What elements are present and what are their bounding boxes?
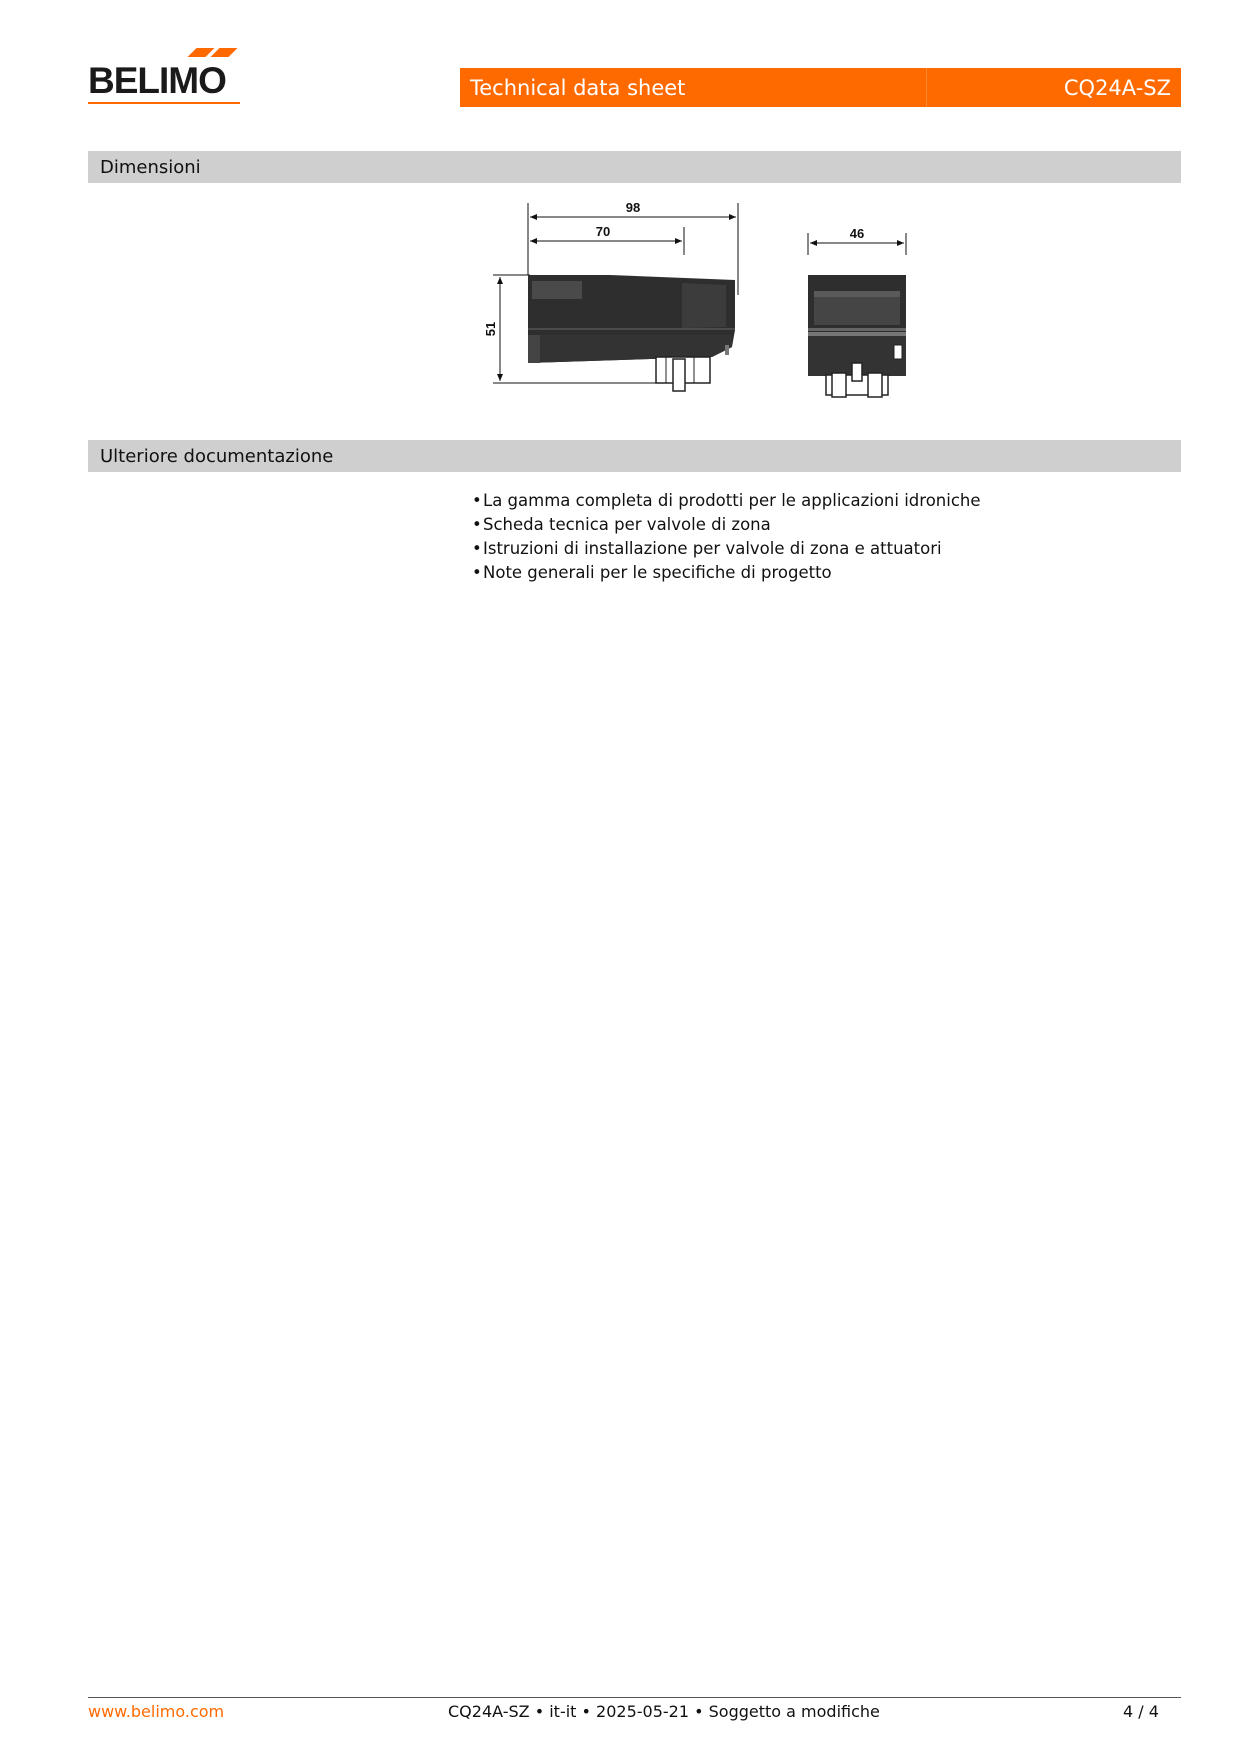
website-link[interactable]: www.belimo.com bbox=[88, 1702, 225, 1721]
actuator-side-view bbox=[528, 275, 735, 391]
logo-text: BELIMO bbox=[88, 60, 226, 101]
dim-overall-length: 98 bbox=[625, 200, 641, 215]
document-type-title: Technical data sheet bbox=[470, 75, 686, 100]
section-title: Ulteriore documentazione bbox=[100, 445, 334, 467]
footer-document-info: CQ24A-SZ • it-it • 2025-05-21 • Soggetto a modifiche bbox=[448, 1702, 880, 1721]
section-header-dimensions bbox=[88, 151, 1181, 183]
actuator-front-view bbox=[808, 275, 906, 397]
section-header-documentation bbox=[88, 440, 1181, 472]
list-item: •Scheda tecnica per valvole di zona bbox=[472, 515, 771, 534]
dim-width: 46 bbox=[849, 226, 865, 241]
dim-partial-length: 70 bbox=[595, 224, 611, 239]
product-code: CQ24A-SZ bbox=[1063, 75, 1171, 100]
list-item: •Istruzioni di installazione per valvole di zona e attuatori bbox=[472, 539, 942, 558]
list-item: •La gamma completa di prodotti per le applicazioni idroniche bbox=[472, 491, 981, 510]
page-number: 4 / 4 bbox=[1123, 1702, 1159, 1721]
dimension-drawing bbox=[470, 195, 930, 405]
belimo-logo bbox=[88, 46, 240, 108]
dim-height: 51 bbox=[483, 321, 498, 337]
section-title: Dimensioni bbox=[100, 156, 201, 178]
footer-divider bbox=[88, 1697, 1181, 1698]
documentation-list bbox=[472, 489, 981, 585]
header-bar bbox=[460, 68, 1181, 107]
header-divider bbox=[926, 68, 927, 107]
list-item: •Note generali per le specifiche di progetto bbox=[472, 563, 832, 582]
